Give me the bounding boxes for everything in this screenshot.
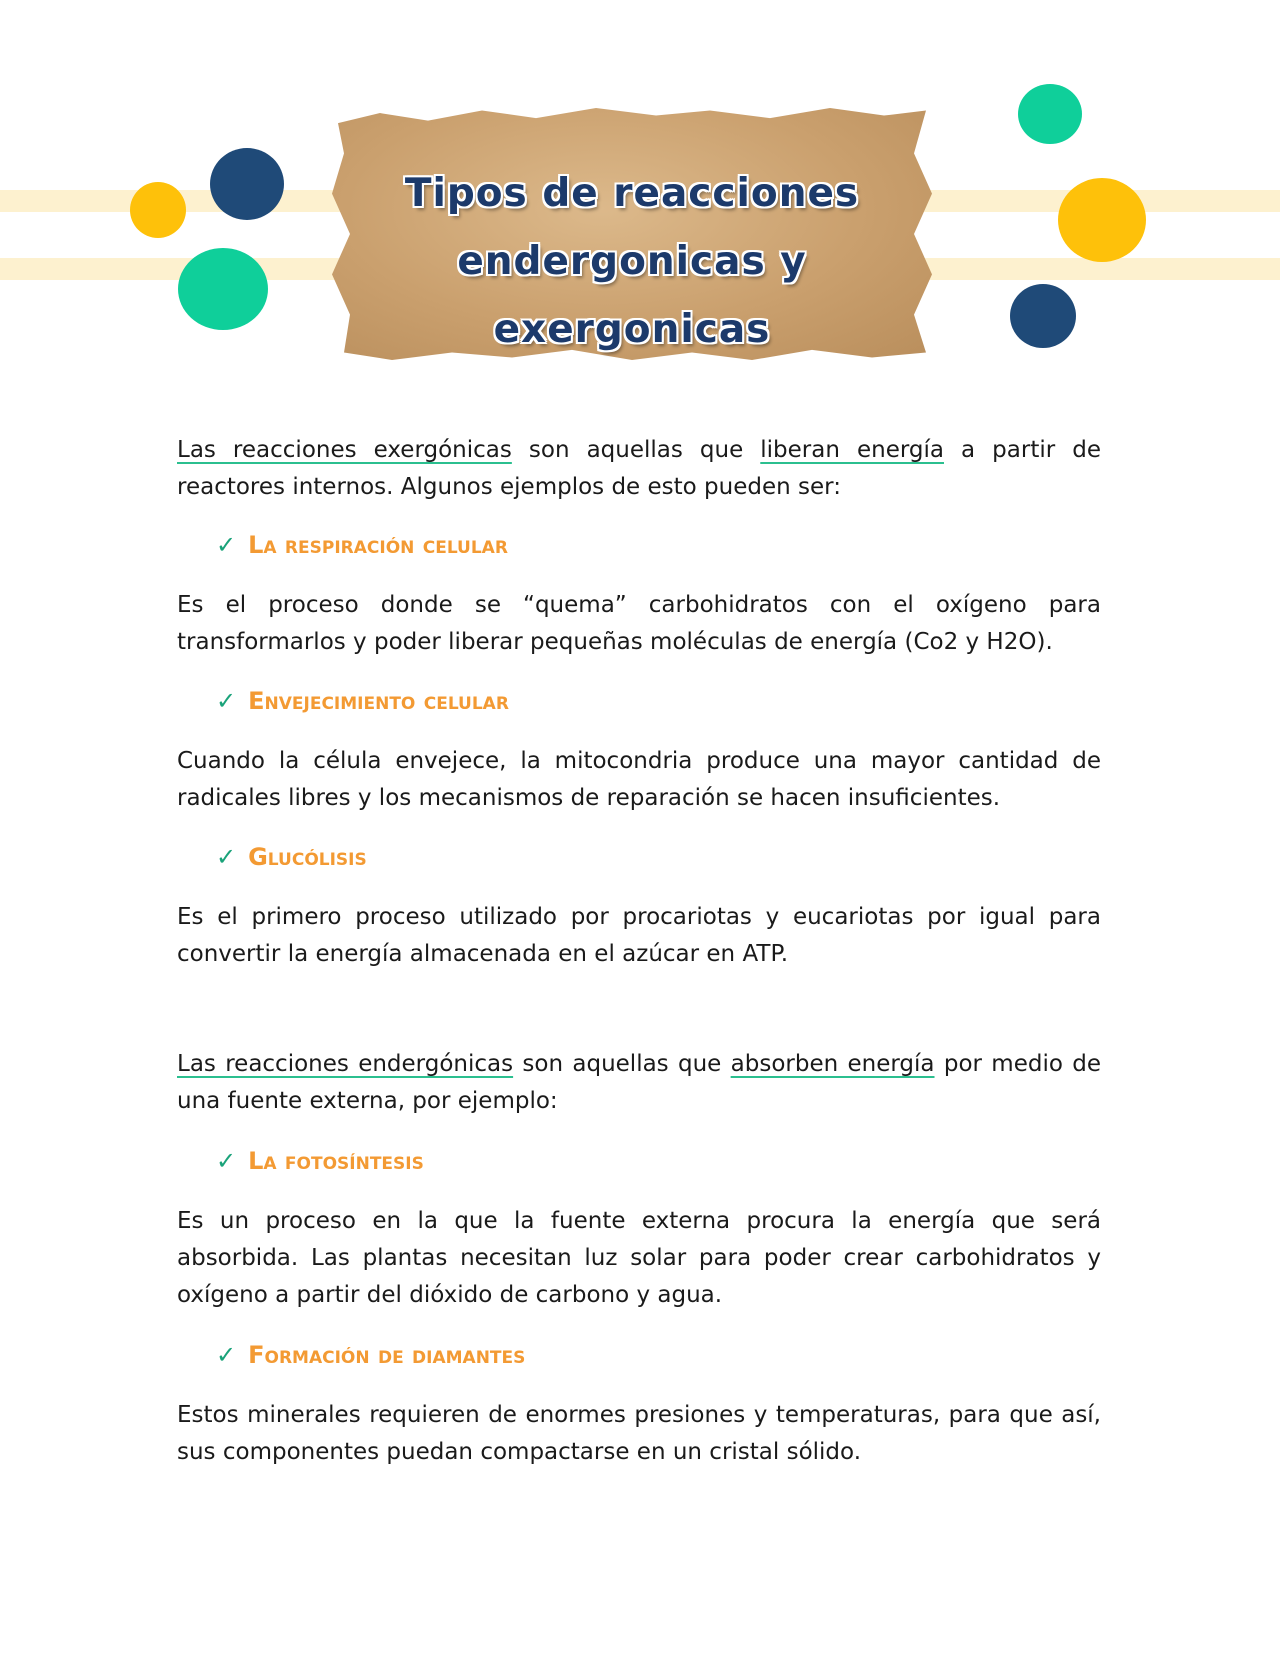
item-title-diamantes: Formación de diamantes (248, 1341, 526, 1369)
item-text-fotosintesis: Es un proceso en la que la fuente externa procura la energía que será absorbida. Las plantas necesitan luz solar para poder crear carbohidratos y oxígeno a partir del dióxido de carbono y agua. (177, 1208, 1101, 1308)
yellow-circle-right (1058, 178, 1146, 262)
check-icon: ✓ (216, 843, 237, 871)
page-title (332, 160, 932, 364)
exergonic-text-2: a partir de reactores internos. Algunos ejemplos de esto pueden ser: (177, 437, 1101, 500)
title-line-1: Tipos de reacciones (404, 171, 860, 216)
endergonic-intro (177, 1046, 1101, 1120)
title-line-2: endergonicas y exergonicas (457, 239, 807, 352)
list-item-title (216, 1335, 525, 1375)
check-icon: ✓ (216, 1341, 237, 1369)
navy-circle-right (1010, 284, 1076, 348)
teal-circle-right (1018, 84, 1082, 144)
item-text-diamantes: Estos minerales requieren de enormes presiones y temperaturas, para que así, sus componentes puedan compactarse en un cristal sólido. (177, 1402, 1101, 1465)
item-text-respiracion: Es el proceso donde se “quema” carbohidratos con el oxígeno para transformarlos y poder liberar pequeñas moléculas de energía (Co2 y H2O). (177, 592, 1101, 655)
item-title-glucolisis: Glucólisis (248, 843, 367, 871)
check-icon: ✓ (216, 531, 237, 559)
navy-circle-left (210, 148, 284, 220)
exergonic-highlight: liberan energía (760, 437, 944, 463)
endergonic-text-2: por medio de una fuente externa, por ejemplo: (177, 1051, 1101, 1114)
check-icon: ✓ (216, 687, 237, 715)
exergonic-intro (177, 432, 1101, 506)
list-item-title (216, 681, 509, 721)
endergonic-text-1: son aquellas que (513, 1051, 731, 1077)
list-item-title (216, 837, 367, 877)
item-text-envejecimiento: Cuando la célula envejece, la mitocondria produce una mayor cantidad de radicales libres y los mecanismos de reparación se hacen insuficientes. (177, 748, 1101, 811)
item-title-envejecimiento: Envejecimiento celular (248, 687, 509, 715)
list-item-title (216, 1141, 424, 1181)
endergonic-term: Las reacciones endergónicas (177, 1051, 514, 1077)
teal-circle-left (178, 248, 268, 330)
exergonic-term: Las reacciones exergónicas (177, 437, 512, 463)
item-text-glucolisis: Es el primero proceso utilizado por procariotas y eucariotas por igual para convertir la energía almacenada en el azúcar en ATP. (177, 904, 1101, 967)
check-icon: ✓ (216, 1147, 237, 1175)
endergonic-highlight: absorben energía (730, 1051, 935, 1077)
yellow-circle-left (130, 182, 186, 238)
exergonic-text-1: son aquellas que (511, 437, 761, 463)
item-title-respiracion: La respiración celular (248, 531, 508, 559)
item-title-fotosintesis: La fotosíntesis (248, 1147, 424, 1175)
list-item-title (216, 525, 508, 565)
